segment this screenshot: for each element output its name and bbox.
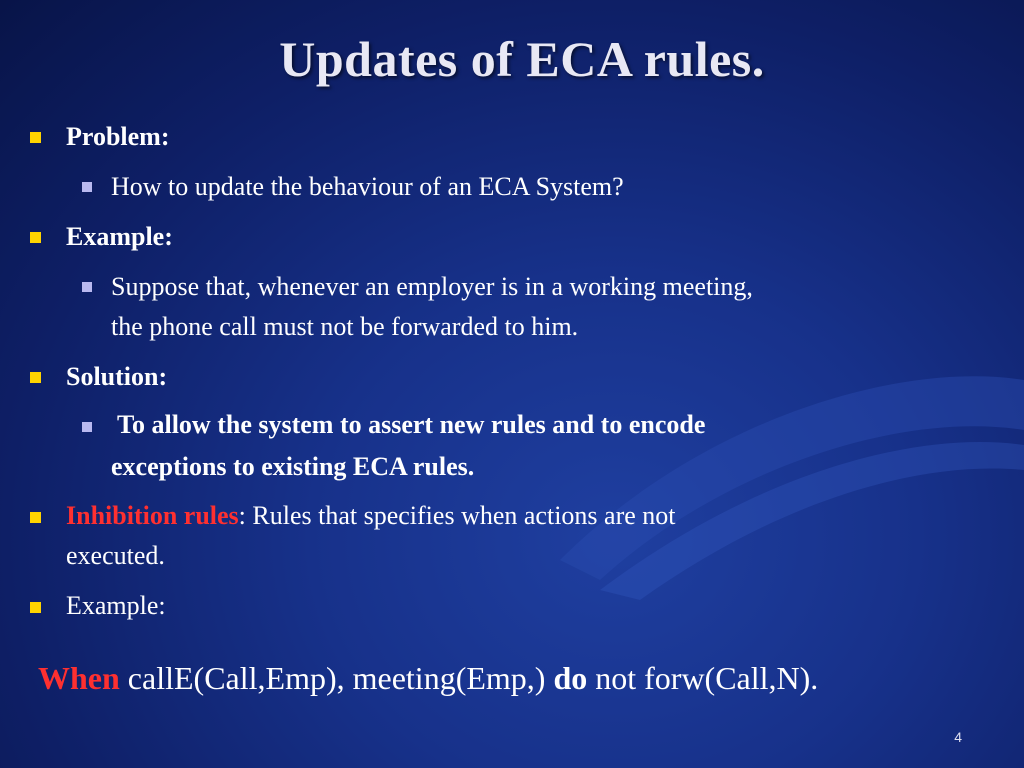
formula-when-keyword: When (38, 660, 120, 696)
bullet-square-icon (30, 132, 41, 143)
inhibition-rule-formula (38, 660, 818, 697)
inhibition-rules-item (66, 501, 676, 531)
sub-bullet-square-icon (82, 182, 92, 192)
inhibition-rules-term: Inhibition rules (66, 501, 239, 530)
example-sub-item-line2: the phone call must not be forwarded to him. (111, 312, 579, 341)
problem-sub-item: How to update the behaviour of an ECA System? (111, 172, 624, 201)
page-number: 4 (954, 729, 962, 745)
formula-do-keyword: do (553, 660, 588, 696)
inhibition-rules-definition: : Rules that specifies when actions are not (238, 501, 676, 530)
slide-title: Updates of ECA rules. (279, 31, 765, 87)
bullet-square-icon (30, 372, 41, 383)
example-sub-item-line1: Suppose that, whenever an employer is in a working meeting, (111, 272, 753, 301)
inhibition-rules-line2: executed. (66, 541, 165, 570)
solution-label: Solution: (66, 362, 168, 391)
formula-action: not forw(Call,N). (587, 660, 819, 696)
example-label: Example: (66, 222, 173, 251)
problem-label: Problem: (66, 122, 170, 151)
solution-sub-item-line2: exceptions to existing ECA rules. (111, 452, 475, 481)
solution-sub-item-line1: To allow the system to assert new rules and to encode (111, 410, 706, 439)
example2-label: Example: (66, 591, 166, 620)
bullet-square-icon (30, 602, 41, 613)
bullet-square-icon (30, 232, 41, 243)
sub-bullet-square-icon (82, 282, 92, 292)
bullet-square-icon (30, 512, 41, 523)
sub-bullet-square-icon (82, 422, 92, 432)
formula-condition: callE(Call,Emp), meeting(Emp,) (119, 660, 554, 696)
